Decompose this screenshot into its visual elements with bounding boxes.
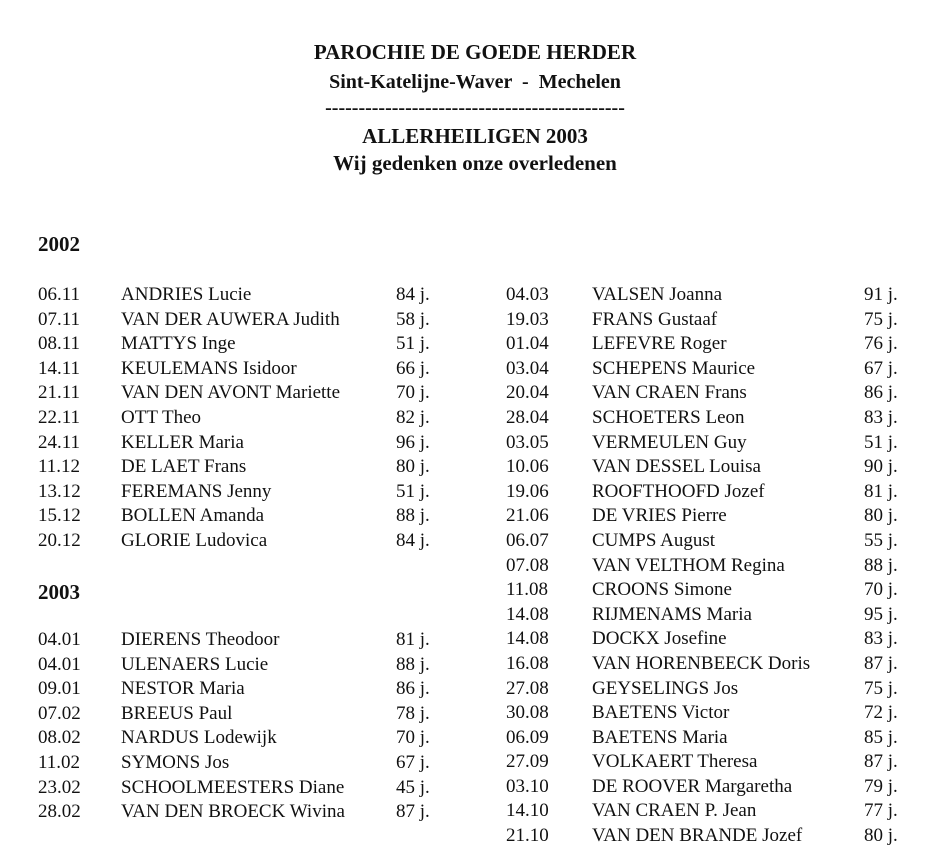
entry-age: 75 j. — [864, 677, 898, 699]
list-item — [506, 652, 926, 677]
entry-age: 80 j. — [864, 825, 898, 847]
entry-name: VAN VELTHOM Regina — [592, 554, 785, 576]
list-item — [38, 702, 458, 727]
entry-age: 67 j. — [396, 751, 430, 773]
list-right-column — [506, 283, 926, 849]
entry-name: RIJMENAMS Maria — [592, 603, 752, 625]
entry-name: KELLER Maria — [121, 431, 244, 453]
list-2002 — [38, 283, 458, 554]
entry-name: DE VRIES Pierre — [592, 505, 727, 527]
entry-name: DOCKX Josefine — [592, 628, 727, 650]
list-item — [506, 554, 926, 579]
entry-name: VAN DEN AVONT Mariette — [121, 382, 341, 404]
year-heading-2003: 2003 — [38, 580, 80, 604]
entry-name: FRANS Gustaaf — [592, 308, 718, 330]
list-item — [506, 406, 926, 431]
entry-age: 84 j. — [396, 529, 430, 551]
entry-name: SCHOETERS Leon — [592, 406, 745, 428]
list-item — [506, 529, 926, 554]
entry-age: 83 j. — [864, 406, 898, 428]
entry-age: 83 j. — [864, 628, 898, 650]
entry-date: 11.02 — [38, 751, 81, 773]
list-item — [506, 701, 926, 726]
entry-name: DIERENS Theodoor — [121, 629, 280, 650]
entry-name: OTT Theo — [121, 406, 202, 428]
entry-name: DE ROOVER Margaretha — [592, 775, 793, 797]
entry-date: 21.10 — [506, 825, 549, 847]
entry-age: 51 j. — [396, 480, 430, 502]
entry-age: 87 j. — [396, 801, 430, 823]
list-item — [38, 504, 458, 529]
entry-date: 08.02 — [38, 727, 81, 749]
list-item — [506, 627, 926, 652]
entry-age: 84 j. — [396, 284, 430, 305]
entry-name: GEYSELINGS Jos — [592, 677, 739, 699]
entry-date: 20.04 — [506, 382, 549, 404]
entry-date: 03.10 — [506, 775, 549, 797]
entry-name: ULENAERS Lucie — [121, 653, 269, 675]
list-item — [506, 431, 926, 456]
entry-age: 67 j. — [864, 357, 898, 379]
entry-date: 03.04 — [506, 357, 549, 379]
entry-age: 87 j. — [864, 652, 898, 674]
entry-age: 79 j. — [864, 775, 898, 797]
entry-age: 70 j. — [396, 382, 430, 404]
entry-date: 14.11 — [38, 357, 81, 379]
list-item — [506, 775, 926, 800]
list-item — [506, 480, 926, 505]
list-item — [38, 677, 458, 702]
year-heading-2002: 2002 — [38, 232, 80, 256]
entry-date: 07.11 — [38, 308, 81, 330]
entry-name: CROONS Simone — [592, 579, 732, 601]
entry-age: 45 j. — [396, 776, 430, 798]
entry-name: FEREMANS Jenny — [121, 480, 272, 502]
entry-date: 21.06 — [506, 505, 549, 527]
entry-name: VAN DER AUWERA Judith — [121, 308, 340, 330]
list-item — [38, 800, 458, 825]
entry-age: 91 j. — [864, 284, 898, 305]
entry-age: 81 j. — [396, 629, 430, 650]
entry-date: 13.12 — [38, 480, 81, 502]
entry-date: 22.11 — [38, 406, 81, 428]
entry-age: 90 j. — [864, 456, 898, 478]
list-item — [506, 308, 926, 333]
entry-name: SCHEPENS Maurice — [592, 357, 756, 379]
entry-age: 70 j. — [396, 727, 430, 749]
entry-age: 96 j. — [396, 431, 430, 453]
entry-date: 06.11 — [38, 284, 81, 305]
entry-age: 86 j. — [396, 678, 430, 700]
entry-date: 01.04 — [506, 333, 549, 355]
entry-date: 24.11 — [38, 431, 81, 453]
entry-age: 75 j. — [864, 308, 898, 330]
entry-name: BAETENS Maria — [592, 726, 728, 748]
list-item — [506, 603, 926, 628]
parish-title: PAROCHIE DE GOEDE HERDER — [313, 40, 637, 64]
list-item — [506, 677, 926, 702]
entry-name: BREEUS Paul — [121, 702, 233, 724]
entry-name: VAN HORENBEECK Doris — [592, 652, 811, 674]
entry-age: 66 j. — [396, 357, 430, 379]
entry-name: VOLKAERT Theresa — [592, 751, 758, 773]
entry-age: 55 j. — [864, 529, 898, 551]
entry-date: 06.09 — [506, 726, 549, 748]
entry-date: 28.02 — [38, 801, 81, 823]
entry-name: VAN DEN BROECK Wivina — [121, 801, 345, 823]
entry-date: 10.06 — [506, 456, 549, 478]
entry-date: 21.11 — [38, 382, 81, 404]
list-item — [38, 406, 458, 431]
entry-age: 72 j. — [864, 702, 898, 724]
list-item — [506, 455, 926, 480]
entry-name: SCHOOLMEESTERS Diane — [121, 776, 345, 798]
entry-age: 85 j. — [864, 726, 898, 748]
entry-date: 07.08 — [506, 554, 549, 576]
entry-age: 87 j. — [864, 751, 898, 773]
entry-date: 27.09 — [506, 751, 549, 773]
entry-age: 95 j. — [864, 603, 898, 625]
list-item — [38, 308, 458, 333]
entry-date: 11.08 — [506, 579, 549, 601]
entry-date: 03.05 — [506, 431, 549, 453]
list-item — [38, 431, 458, 456]
parish-place: Sint-Katelijne-Waver - Mechelen — [329, 71, 621, 93]
entry-date: 08.11 — [38, 333, 81, 355]
list-item — [506, 726, 926, 751]
list-item — [506, 381, 926, 406]
event-title: ALLERHEILIGEN 2003 — [362, 124, 588, 148]
entry-date: 04.03 — [506, 284, 549, 305]
entry-age: 80 j. — [864, 505, 898, 527]
list-item — [38, 653, 458, 678]
divider-line: --------------------------------------------- — [325, 97, 625, 119]
list-item — [506, 357, 926, 382]
entry-name: ROOFTHOOFD Jozef — [592, 480, 765, 502]
entry-age: 82 j. — [396, 406, 430, 428]
list-item — [38, 455, 458, 480]
entry-date: 23.02 — [38, 776, 81, 798]
list-item — [38, 529, 458, 554]
list-item — [506, 824, 926, 849]
entry-name: VAN CRAEN Frans — [592, 382, 747, 404]
entry-name: BAETENS Victor — [592, 702, 730, 724]
list-item — [506, 578, 926, 603]
entry-name: GLORIE Ludovica — [121, 529, 268, 551]
entry-age: 51 j. — [396, 333, 430, 355]
list-item — [506, 750, 926, 775]
entry-date: 14.10 — [506, 800, 549, 822]
entry-name: NARDUS Lodewijk — [121, 727, 277, 749]
entry-name: VERMEULEN Guy — [592, 431, 747, 453]
entry-date: 15.12 — [38, 505, 81, 527]
entry-age: 51 j. — [864, 431, 898, 453]
list-item — [38, 776, 458, 801]
entry-name: VAN DEN BRANDE Jozef — [592, 825, 803, 847]
entry-name: BOLLEN Amanda — [121, 505, 265, 527]
entry-age: 58 j. — [396, 308, 430, 330]
entry-name: ANDRIES Lucie — [121, 284, 252, 305]
list-item — [38, 357, 458, 382]
entry-date: 09.01 — [38, 678, 81, 700]
list-item — [38, 332, 458, 357]
entry-date: 19.06 — [506, 480, 549, 502]
entry-name: LEFEVRE Roger — [592, 333, 727, 355]
entry-age: 80 j. — [396, 456, 430, 478]
entry-date: 14.08 — [506, 603, 549, 625]
entry-name: CUMPS August — [592, 529, 716, 551]
entry-name: VAN CRAEN P. Jean — [592, 800, 757, 822]
list-item — [506, 332, 926, 357]
entry-name: SYMONS Jos — [121, 751, 230, 773]
entry-age: 88 j. — [396, 505, 430, 527]
list-item — [506, 283, 926, 308]
list-item — [38, 751, 458, 776]
list-item — [38, 381, 458, 406]
entry-name: MATTYS Inge — [121, 333, 236, 355]
entry-age: 77 j. — [864, 800, 898, 822]
entry-age: 86 j. — [864, 382, 898, 404]
list-2003 — [38, 628, 458, 825]
entry-date: 04.01 — [38, 653, 81, 675]
entry-age: 88 j. — [864, 554, 898, 576]
entry-name: KEULEMANS Isidoor — [121, 357, 297, 379]
entry-name: VAN DESSEL Louisa — [592, 456, 761, 478]
list-item — [38, 628, 458, 653]
list-item — [506, 504, 926, 529]
entry-date: 20.12 — [38, 529, 81, 551]
list-item — [38, 283, 458, 308]
list-item — [38, 726, 458, 751]
list-item — [506, 799, 926, 824]
entry-date: 07.02 — [38, 702, 81, 724]
entry-date: 30.08 — [506, 702, 549, 724]
entry-name: DE LAET Frans — [121, 456, 247, 478]
entry-age: 81 j. — [864, 480, 898, 502]
entry-age: 70 j. — [864, 579, 898, 601]
entry-age: 78 j. — [396, 702, 430, 724]
entry-date: 11.12 — [38, 456, 81, 478]
event-subtitle: Wij gedenken onze overledenen — [333, 151, 617, 175]
entry-date: 19.03 — [506, 308, 549, 330]
entry-date: 28.04 — [506, 406, 549, 428]
entry-age: 76 j. — [864, 333, 898, 355]
entry-name: NESTOR Maria — [121, 678, 245, 700]
entry-date: 04.01 — [38, 629, 81, 650]
entry-date: 16.08 — [506, 652, 549, 674]
entry-date: 14.08 — [506, 628, 549, 650]
list-item — [38, 480, 458, 505]
entry-date: 06.07 — [506, 529, 549, 551]
entry-name: VALSEN Joanna — [592, 284, 723, 305]
entry-age: 88 j. — [396, 653, 430, 675]
entry-date: 27.08 — [506, 677, 549, 699]
